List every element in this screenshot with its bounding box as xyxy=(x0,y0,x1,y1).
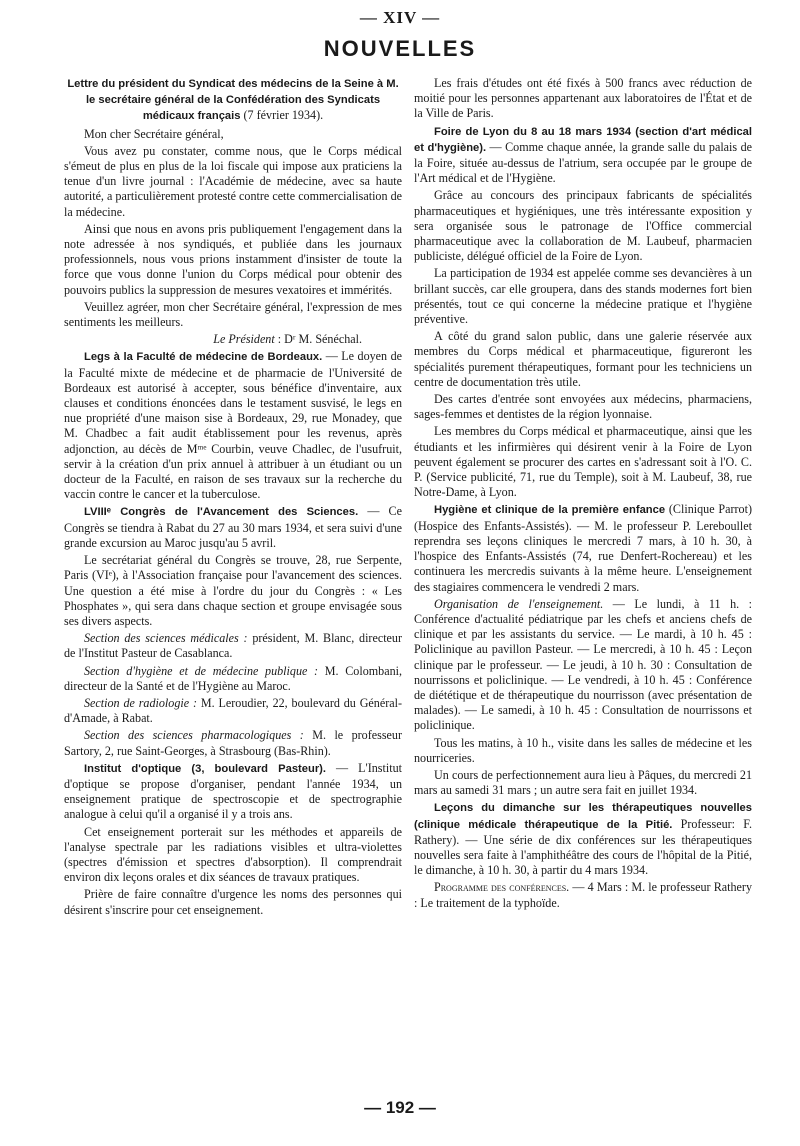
foire-paragraph: Des cartes d'entrée sont envoyées aux médecins, pharmaciens, sages-femmes et dentistes de la région lyonnaise. xyxy=(414,392,752,422)
foire-paragraph: Les membres du Corps médical et pharmaceutique, ainsi que les étudiants et les infirmières qui désirent venir à la Foire de Lyon peuvent également se procurer des cartes en s'adressant soit à l'O. C. P. (Service publicité, 71, rue du Temple), soit à M. Laubeuf, 38, rue Notre-Dame, à Lyon. xyxy=(414,424,752,500)
section-item: Section d'hygiène et de médecine publique : M. Colombani, directeur de la Santé et de l'Hygiène au Maroc. xyxy=(64,663,402,693)
optique-paragraph: Prière de faire connaître d'urgence les noms des personnes qui désirent s'inscrire pour cet enseignement. xyxy=(64,887,402,917)
folio-page-number: — 192 — xyxy=(364,1098,436,1117)
hygiene-paragraph: Un cours de perfectionnement aura lieu à Pâques, du mercredi 21 mars au samedi 31 mars ; un autre sera fait en juillet 1934. xyxy=(414,767,752,798)
lviii-paragraph: Le secrétariat général du Congrès se trouve, 28, rue Serpente, Paris (VIᵉ), à l'Association française pour l'avancement des sciences. Une question a été mise à l'ordre du jour du Congrès : « Les Phosphates », qui sera dans chaque section et groupe envisagée sous ses divers aspects. xyxy=(64,553,402,628)
lecons-article: Leçons du dimanche sur les thérapeutiques nouvelles (clinique médicale thérapeutique de la Pitié. Professeur: F. Rathery). — Une série de dix conférences sur les thérapeutiques nouvelles sera faite à l'amphithéâtre des cours de l'hôpital de la Pitié, le dimanche, à 10 h. 30, à partir du 4 mars 1934. xyxy=(414,802,752,878)
lettre-heading: Lettre du président du Syndicat des médecins de la Seine à M. le secrétaire général de la Confédération des Syndicats médicaux français (7 février 1934). xyxy=(67,78,399,123)
hygiene-paragraph: Tous les matins, à 10 h., visite dans les salles de médecine et les nourriceries. xyxy=(414,735,752,765)
foire-paragraph: A côté du grand salon public, dans une galerie réservée aux membres du Corps médical et pharmaceutique, figureront les spécialités purement thérapeutiques, formant pour les techniciens un centre de documentation très utile. xyxy=(414,329,752,389)
signature: Le Président : Dʳ M. Sénéchal. xyxy=(213,332,362,347)
foire-article: Foire de Lyon du 8 au 18 mars 1934 (section d'art médical et d'hygiène). — Comme chaque année, la grande salle du palais de la Foire, située au-dessus de l'atrium, sera occupée par le groupe de l'Art médical et de l'Hygiène. xyxy=(414,125,752,186)
optique-paragraph: Cet enseignement porterait sur les méthodes et appareils de l'analyse spectrale par les radiations visibles et ultra-violettes (spectres d'émission et spectres d'absorption). Il comprendrait environ dix leçons orales et dix séances de travaux pratiques. xyxy=(64,824,402,885)
section-title: NOUVELLES xyxy=(323,36,477,61)
section-item: Section de radiologie : M. Leroudier, 22, boulevard du Général-d'Amade, à Rabat. xyxy=(64,695,402,726)
legs-article: Legs à la Faculté de médecine de Bordeaux. — Le doyen de la Faculté mixte de médecine et de pharmacie de l'Université de Bordeaux est autorisé à accepter, sous bénéfice d'inventaire, aux clauses et conditions énoncées dans le testament susvisé, le legs en nue propriété d'une maison sise à Bordeaux, 29, rue Monadey, que M. Chadbec a fait audit établissement pour les revenus, après adjonction, au décès de Mᵐᵉ Courbin, veuve Chadlec, de l'usufruit, servir à la création d'un prix annuel à attribuer à un étudiant ou un docteur de la Faculté, en raison de ses travaux sur la recherche du vaccin contre le cancer et la tuberculose. xyxy=(64,349,402,502)
optique-article: Institut d'optique (3, boulevard Pasteur). — L'Institut d'optique se propose d'organiser, pendant l'année 1934, un enseignement pratique de spectroscopie et de spectrographie analogue à celui qu'il a organisé il y a trois ans. xyxy=(64,760,403,822)
programme-paragraph: Programme des conférences. — 4 Mars : M. le professeur Rathery : Le traitement de la typhoïde. xyxy=(414,880,752,910)
right-column xyxy=(414,76,752,913)
foire-paragraph: Grâce au concours des principaux fabricants de spécialités pharmaceutiques et hygiéniques, une très intéressante exposition y sera organisée sous le patronage de l'Office commercial pharmaceutique avec la collaboration de M. Laubeuf, pharmacien publiciste, délégué officiel de la Foire de Lyon. xyxy=(414,188,752,264)
left-column xyxy=(64,76,402,920)
salutation: Mon cher Secrétaire général, xyxy=(84,126,224,141)
lettre-paragraph: Ainsi que nous en avons pris publiquement l'engagement dans la note adressée à nos syndiqués, et publiée dans les journaux professionnels, nous vous prions instamment d'insister de toute la force que vous donne l'union du Corps médical pour obtenir des pouvoirs publics la suppression de mesures vexatoires et immérités. xyxy=(64,221,402,297)
lettre-paragraph: Vous avez pu constater, comme nous, que le Corps médical s'émeut de plus en plus de la loi fiscale qui impose aux praticiens la tenue d'un livre journal : l'Académie de médecine, avec sa haute autorité, a particulièrement protesté contre cette commercialisation de la médecine. xyxy=(64,143,402,219)
section-item: Section des sciences médicales : président, M. Blanc, directeur de l'Institut Pasteur de Casablanca. xyxy=(64,631,402,661)
roman-page-number: — XIV — xyxy=(359,8,441,27)
frais-paragraph: Les frais d'études ont été fixés à 500 francs avec réduction de moitié pour les personnes appartenant aux laboratoires de l'État et de la Ville de Paris. xyxy=(414,76,752,121)
lviii-article: LVIIIᵉ Congrès de l'Avancement des Sciences. — Ce Congrès se tiendra à Rabat du 27 au 30 mars 1934, et sera suivi d'une grande excursion au Maroc jusqu'au 5 avril. xyxy=(64,504,402,550)
foire-paragraph: La participation de 1934 est appelée comme ses devancières à un brillant succès, car elle groupera, dans des stands modernes fort bien présentés, tout ce qui concerne la médecine pratique et l'hygiène préventive. xyxy=(414,266,752,327)
organisation-paragraph: Organisation de l'enseignement. — Le lundi, à 11 h. : Conférence d'actualité pédiatrique par les chefs et anciens chefs de clinique et par les assistants du service. — Le mardi, à 10 h. 45 : Policlinique au pavillon Pasteur. — Le mercredi, à 10 h. 45 : Leçon clinique par le professeur. — Le jeudi, à 10 h. 30 : Consultation de nourrissons et policlinique. — Le vendredi, à 10 h. 45 : Conférence de diététique et de thérapeutique du nourrisson (avec présentation de malades). — Le samedi, à 10 h. 45 : Consultation de nourrissons et policlinique. xyxy=(414,596,752,733)
hygiene-article: Hygiène et clinique de la première enfance (Clinique Parrot) (Hospice des Enfants-Assistés). — M. le professeur P. Lereboullet reprendra ses leçons cliniques le mercredi 7 mars, à 10 h. 30, à l'hospice des Enfants-Assistés (74, rue Denfert-Rochereau) et les continuera les mercredis suivants à la même heure. L'enseignement des stagiaires commencera le vendredi 2 mars. xyxy=(414,502,752,594)
lettre-paragraph: Veuillez agréer, mon cher Secrétaire général, l'expression de mes sentiments les meilleurs. xyxy=(64,299,402,330)
section-item: Section des sciences pharmacologiques : M. le professeur Sartory, 2, rue Saint-Georges, à Strasbourg (Bas-Rhin). xyxy=(64,728,402,758)
